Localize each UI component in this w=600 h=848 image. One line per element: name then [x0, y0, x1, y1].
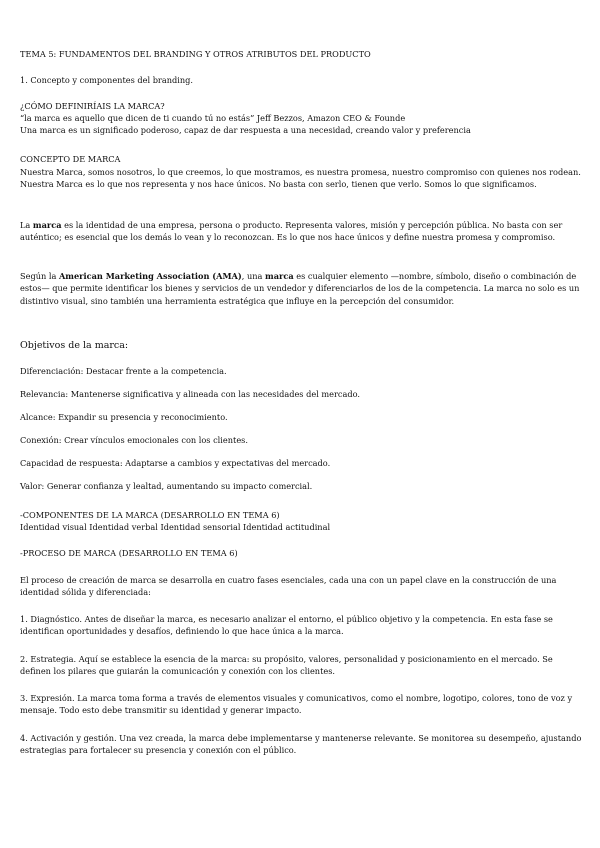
para2-pre: La [20, 220, 33, 230]
section-1-heading: 1. Concepto y componentes del branding. [20, 75, 193, 85]
question-heading: ¿CÓMO DEFINIRÍAIS LA MARCA? [20, 101, 165, 111]
document-title: TEMA 5: FUNDAMENTOS DEL BRANDING Y OTROS ATRIBUTOS DEL PRODUCTO [20, 49, 371, 59]
process-step: 2. Estrategia. Aquí se establece la esencia de la marca: su propósito, valores, personalidad y posicionamiento en el mercado. Se definen los pilares que guiarán la comunicación y conexión con los clientes. [20, 654, 553, 677]
concept-paragraph: Nuestra Marca, somos nosotros, lo que creemos, lo que mostramos, es nuestra promesa, nuestro compromiso con quienes nos rodean. Nuestra Marca es lo que nos representa y nos hace únicos. No basta con serlo, tienen que verlo. Somos lo que significamos. [20, 167, 581, 190]
quote-line: “la marca es aquello que dicen de ti cuando tú no estás” Jeff Bezzos, Amazon CEO & Founde [20, 113, 406, 123]
objective-item: Conexión: Crear vínculos emocionales con los clientes. [20, 435, 248, 445]
objective-item: Alcance: Expandir su presencia y reconocimiento. [20, 412, 228, 422]
process-step: 1. Diagnóstico. Antes de diseñar la marca, es necesario analizar el entorno, el público objetivo y la competencia. En esta fase se identifican oportunidades y desafíos, definiendo lo que hace única a la marca. [20, 614, 553, 637]
para3-post: es cualquier elemento —nombre, símbolo, diseño o combinación de estos— que permite identificar los bienes y servicios de un vendedor y diferenciarlos de los de la competencia. La marca no solo es un distintivo visual, sino también una herramienta estratégica que influye en la percepción del consumidor. [20, 271, 580, 306]
objective-item: Diferenciación: Destacar frente a la competencia. [20, 366, 227, 376]
objective-item: Relevancia: Mantenerse significativa y alineada con las necesidades del mercado. [20, 389, 361, 399]
objective-item: Capacidad de respuesta: Adaptarse a cambios y expectativas del mercado. [20, 458, 331, 468]
process-heading: -PROCESO DE MARCA (DESARROLLO EN TEMA 6) [20, 548, 238, 558]
para3-bold-marca: marca [265, 271, 294, 281]
brand-definition-paragraph [20, 219, 582, 244]
process-intro: El proceso de creación de marca se desarrolla en cuatro fases esenciales, cada una con un papel clave en la construcción de una identidad sólida y diferenciada: [20, 575, 557, 598]
quote-line-2: Una marca es un significado poderoso, capaz de dar respuesta a una necesidad, creando valor y preferencia [20, 125, 471, 135]
objective-item: Valor: Generar confianza y lealtad, aumentando su impacto comercial. [20, 481, 313, 491]
components-heading: -COMPONENTES DE LA MARCA (DESARROLLO EN TEMA 6) [20, 510, 280, 520]
objectives-heading: Objetivos de la marca: [20, 340, 129, 351]
process-step: 3. Expresión. La marca toma forma a través de elementos visuales y comunicativos, como el nombre, logotipo, colores, tono de voz y mensaje. Todo esto debe transmitir su identidad y generar impacto. [20, 693, 573, 716]
para3-pre: Según la [20, 271, 59, 281]
concept-heading: CONCEPTO DE MARCA [20, 154, 121, 164]
para2-post: es la identidad de una empresa, persona o producto. Representa valores, misión y percepción pública. No basta con ser auténtico; es esencial que los demás lo vean y lo reconozcan. Es lo que nos hace únicos y define nuestra promesa y compromiso. [20, 220, 563, 243]
para3-bold-ama: American Marketing Association (AMA) [58, 271, 242, 281]
para2-bold: marca [32, 220, 62, 230]
process-step: 4. Activación y gestión. Una vez creada, la marca debe implementarse y mantenerse relevante. Se monitorea su desempeño, ajustando estrategias para fortalecer su presencia y conexión con el público. [20, 733, 582, 756]
components-list: Identidad visual Identidad verbal Identidad sensorial Identidad actitudinal [20, 522, 331, 532]
ama-paragraph [20, 270, 582, 307]
para3-mid: , una [241, 271, 266, 281]
